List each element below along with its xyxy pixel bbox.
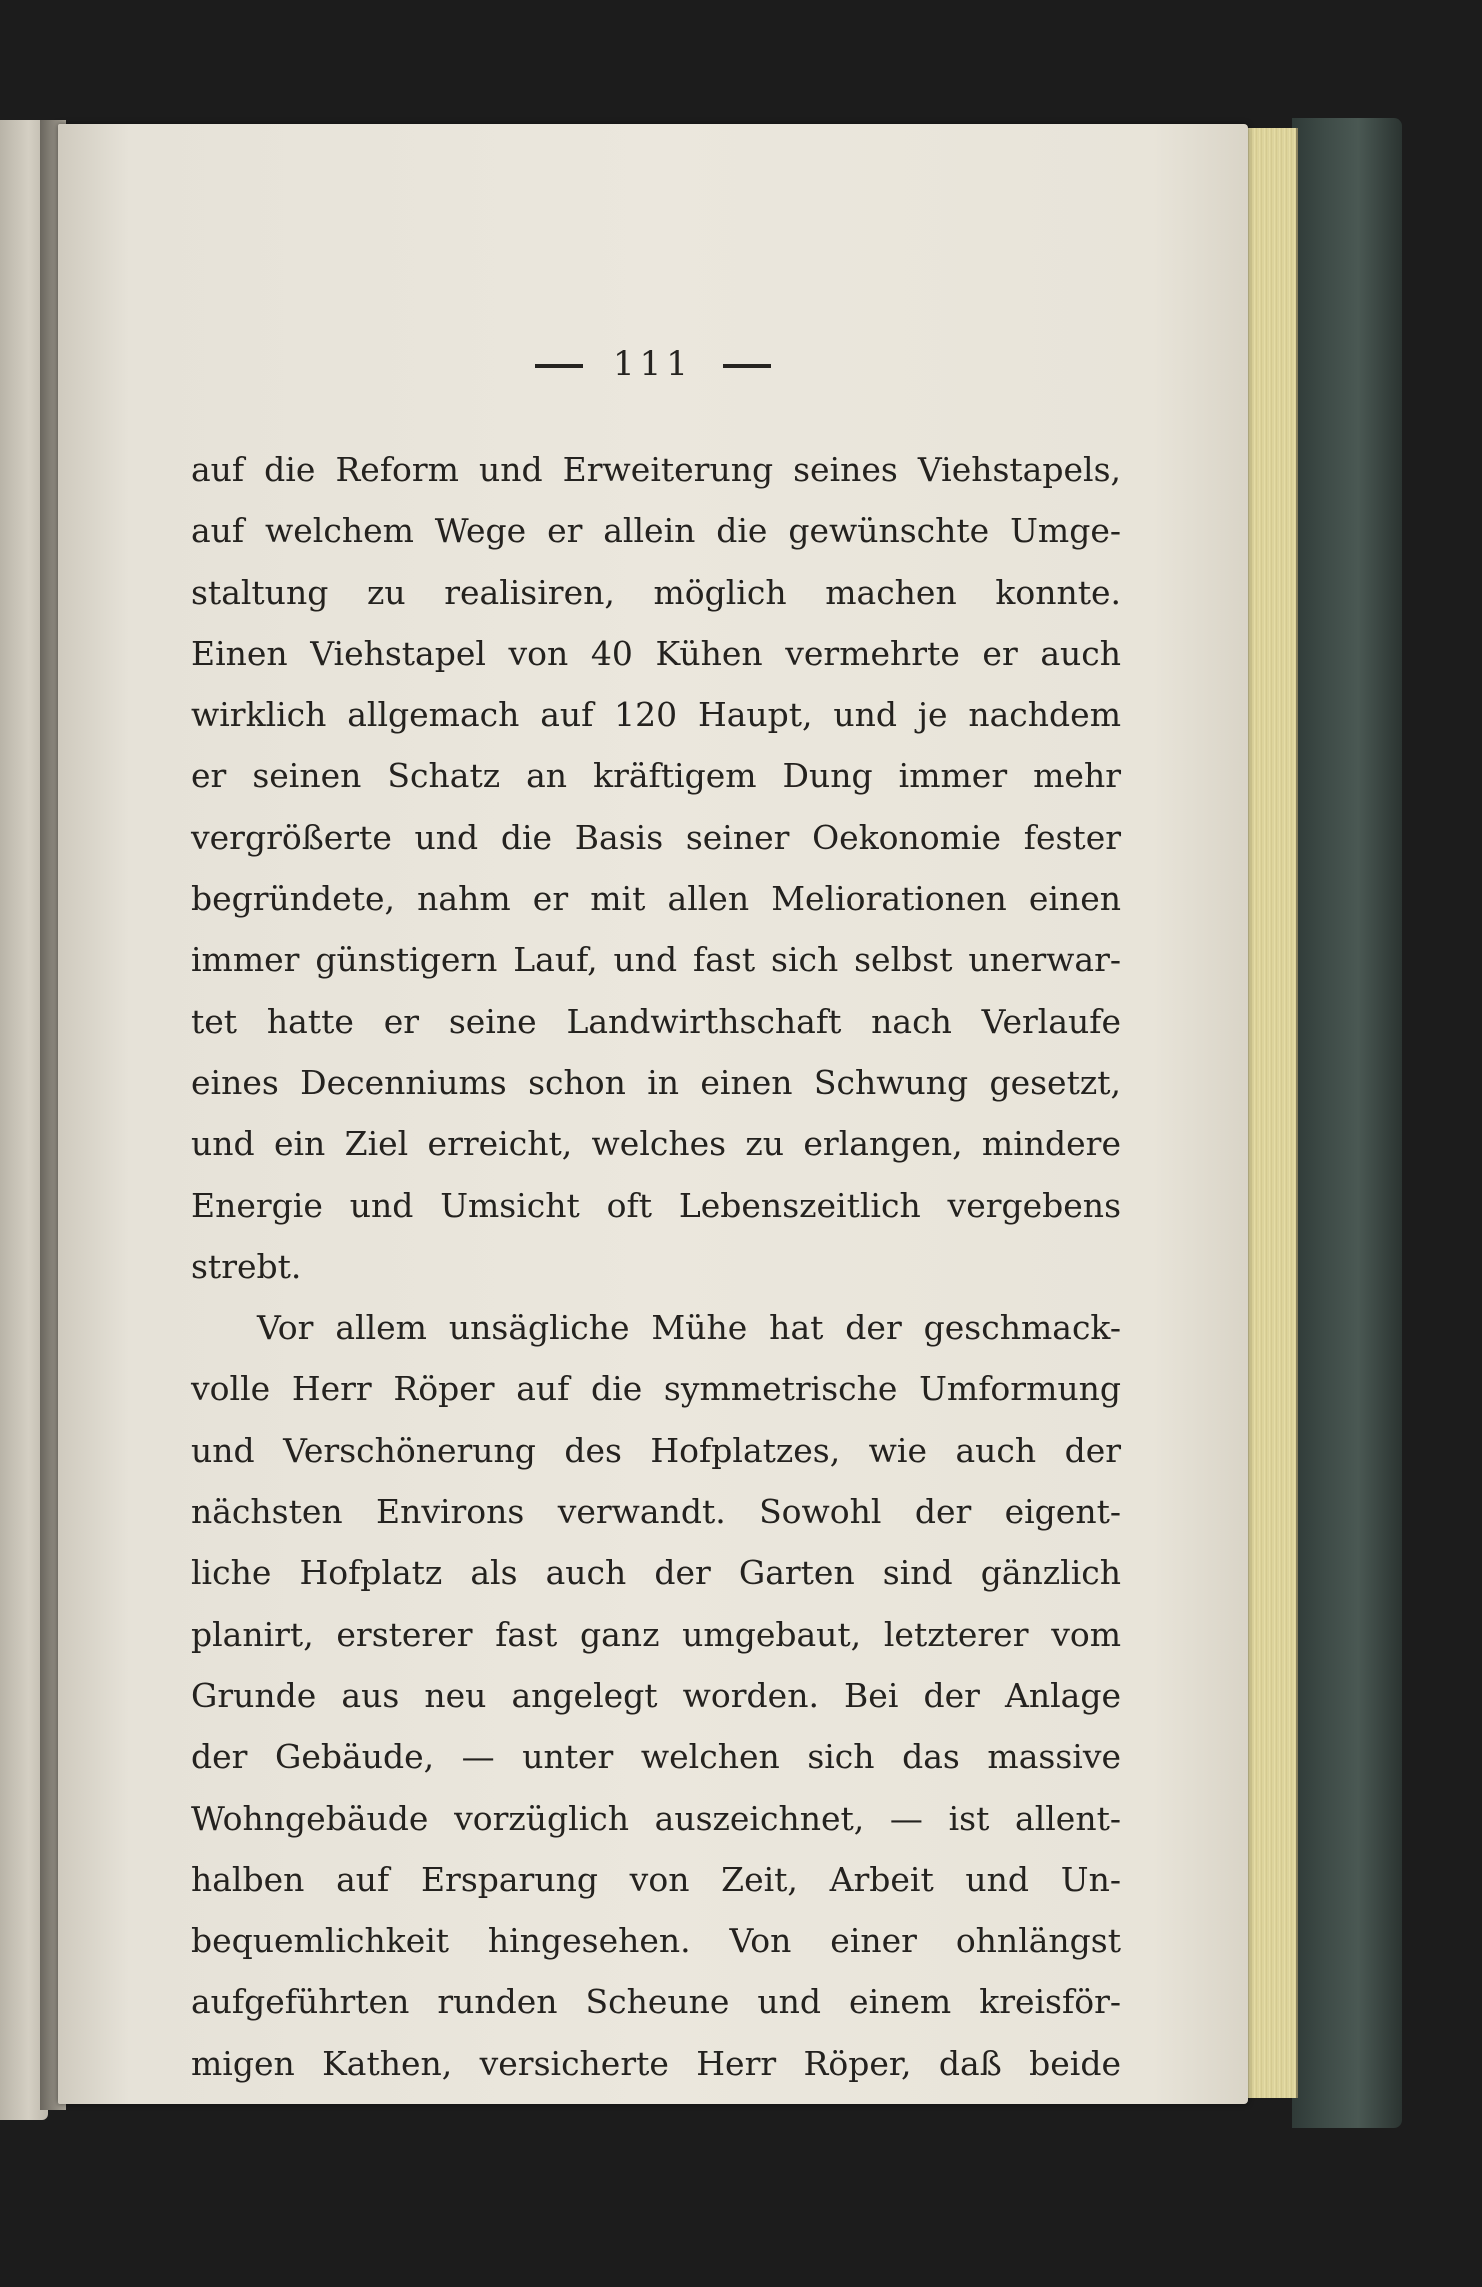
text-line: eines Decenniums schon in einen Schwung gesetzt,: [191, 1062, 1121, 1102]
text-line: auf die Reform und Erweiterung seines Viehstapels,: [191, 450, 1121, 489]
text-line: Grunde aus neu angelegt worden. Bei der Anlage: [191, 1675, 1121, 1715]
text-line: immer günstigern Lauf, und fast sich selbst unerwar-: [191, 940, 1121, 980]
text-line: Vor allem unsägliche Mühe hat der geschmack-: [257, 1308, 1121, 1348]
text-line: begründete, nahm er mit allen Meliorationen einen: [191, 879, 1121, 919]
text-line: und Verschönerung des Hofplatzes, wie auch der: [191, 1430, 1121, 1470]
text-line: auf welchem Wege er allein die gewünschte Umge-: [191, 511, 1121, 551]
text-line: planirt, ersterer fast ganz umgebaut, letzterer vom: [191, 1614, 1121, 1654]
text-line: Energie und Umsicht oft Lebenszeitlich vergebens: [191, 1185, 1121, 1225]
text-line: tet hatte er seine Landwirthschaft nach Verlaufe: [191, 1001, 1121, 1041]
text-line: vergrößerte und die Basis seiner Oekonomie fester: [191, 817, 1121, 857]
text-line: staltung zu realisiren, möglich machen konnte.: [191, 572, 1121, 612]
text-line: der Gebäude, — unter welchen sich das massive: [191, 1737, 1121, 1777]
text-line: Einen Viehstapel von 40 Kühen vermehrte er auch: [191, 633, 1121, 673]
header-dash-left: [535, 364, 583, 368]
text-line: bequemlichkeit hingesehen. Von einer ohnlängst: [191, 1921, 1121, 1961]
text-line: wirklich allgemach auf 120 Haupt, und je nachdem: [191, 695, 1121, 735]
text-line: Wohngebäude vorzüglich auszeichnet, — ist allent-: [191, 1798, 1121, 1838]
text-line: aufgeführten runden Scheune und einem kreisför-: [191, 1982, 1121, 2022]
text-line: nächsten Environs verwandt. Sowohl der eigent-: [191, 1492, 1121, 1532]
text-line: halben auf Ersparung von Zeit, Arbeit und Un-: [191, 1859, 1121, 1899]
text-line: er seinen Schatz an kräftigem Dung immer mehr: [191, 756, 1121, 796]
book-cover-edge: [1292, 118, 1402, 2128]
page-number: 111: [613, 344, 693, 384]
text-line: liche Hofplatz als auch der Garten sind gänzlich: [191, 1553, 1121, 1593]
body-text: [191, 439, 1121, 2094]
text-line: volle Herr Röper auf die symmetrische Umformung: [191, 1369, 1121, 1409]
text-line: migen Kathen, versicherte Herr Röper, daß beide: [191, 2043, 1121, 2083]
header-dash-right: [723, 364, 771, 368]
book-page: [58, 124, 1248, 2104]
text-line: und ein Ziel erreicht, welches zu erlangen, mindere: [191, 1124, 1121, 1164]
text-line: strebt.: [191, 1246, 302, 1286]
page-header: [58, 344, 1248, 384]
